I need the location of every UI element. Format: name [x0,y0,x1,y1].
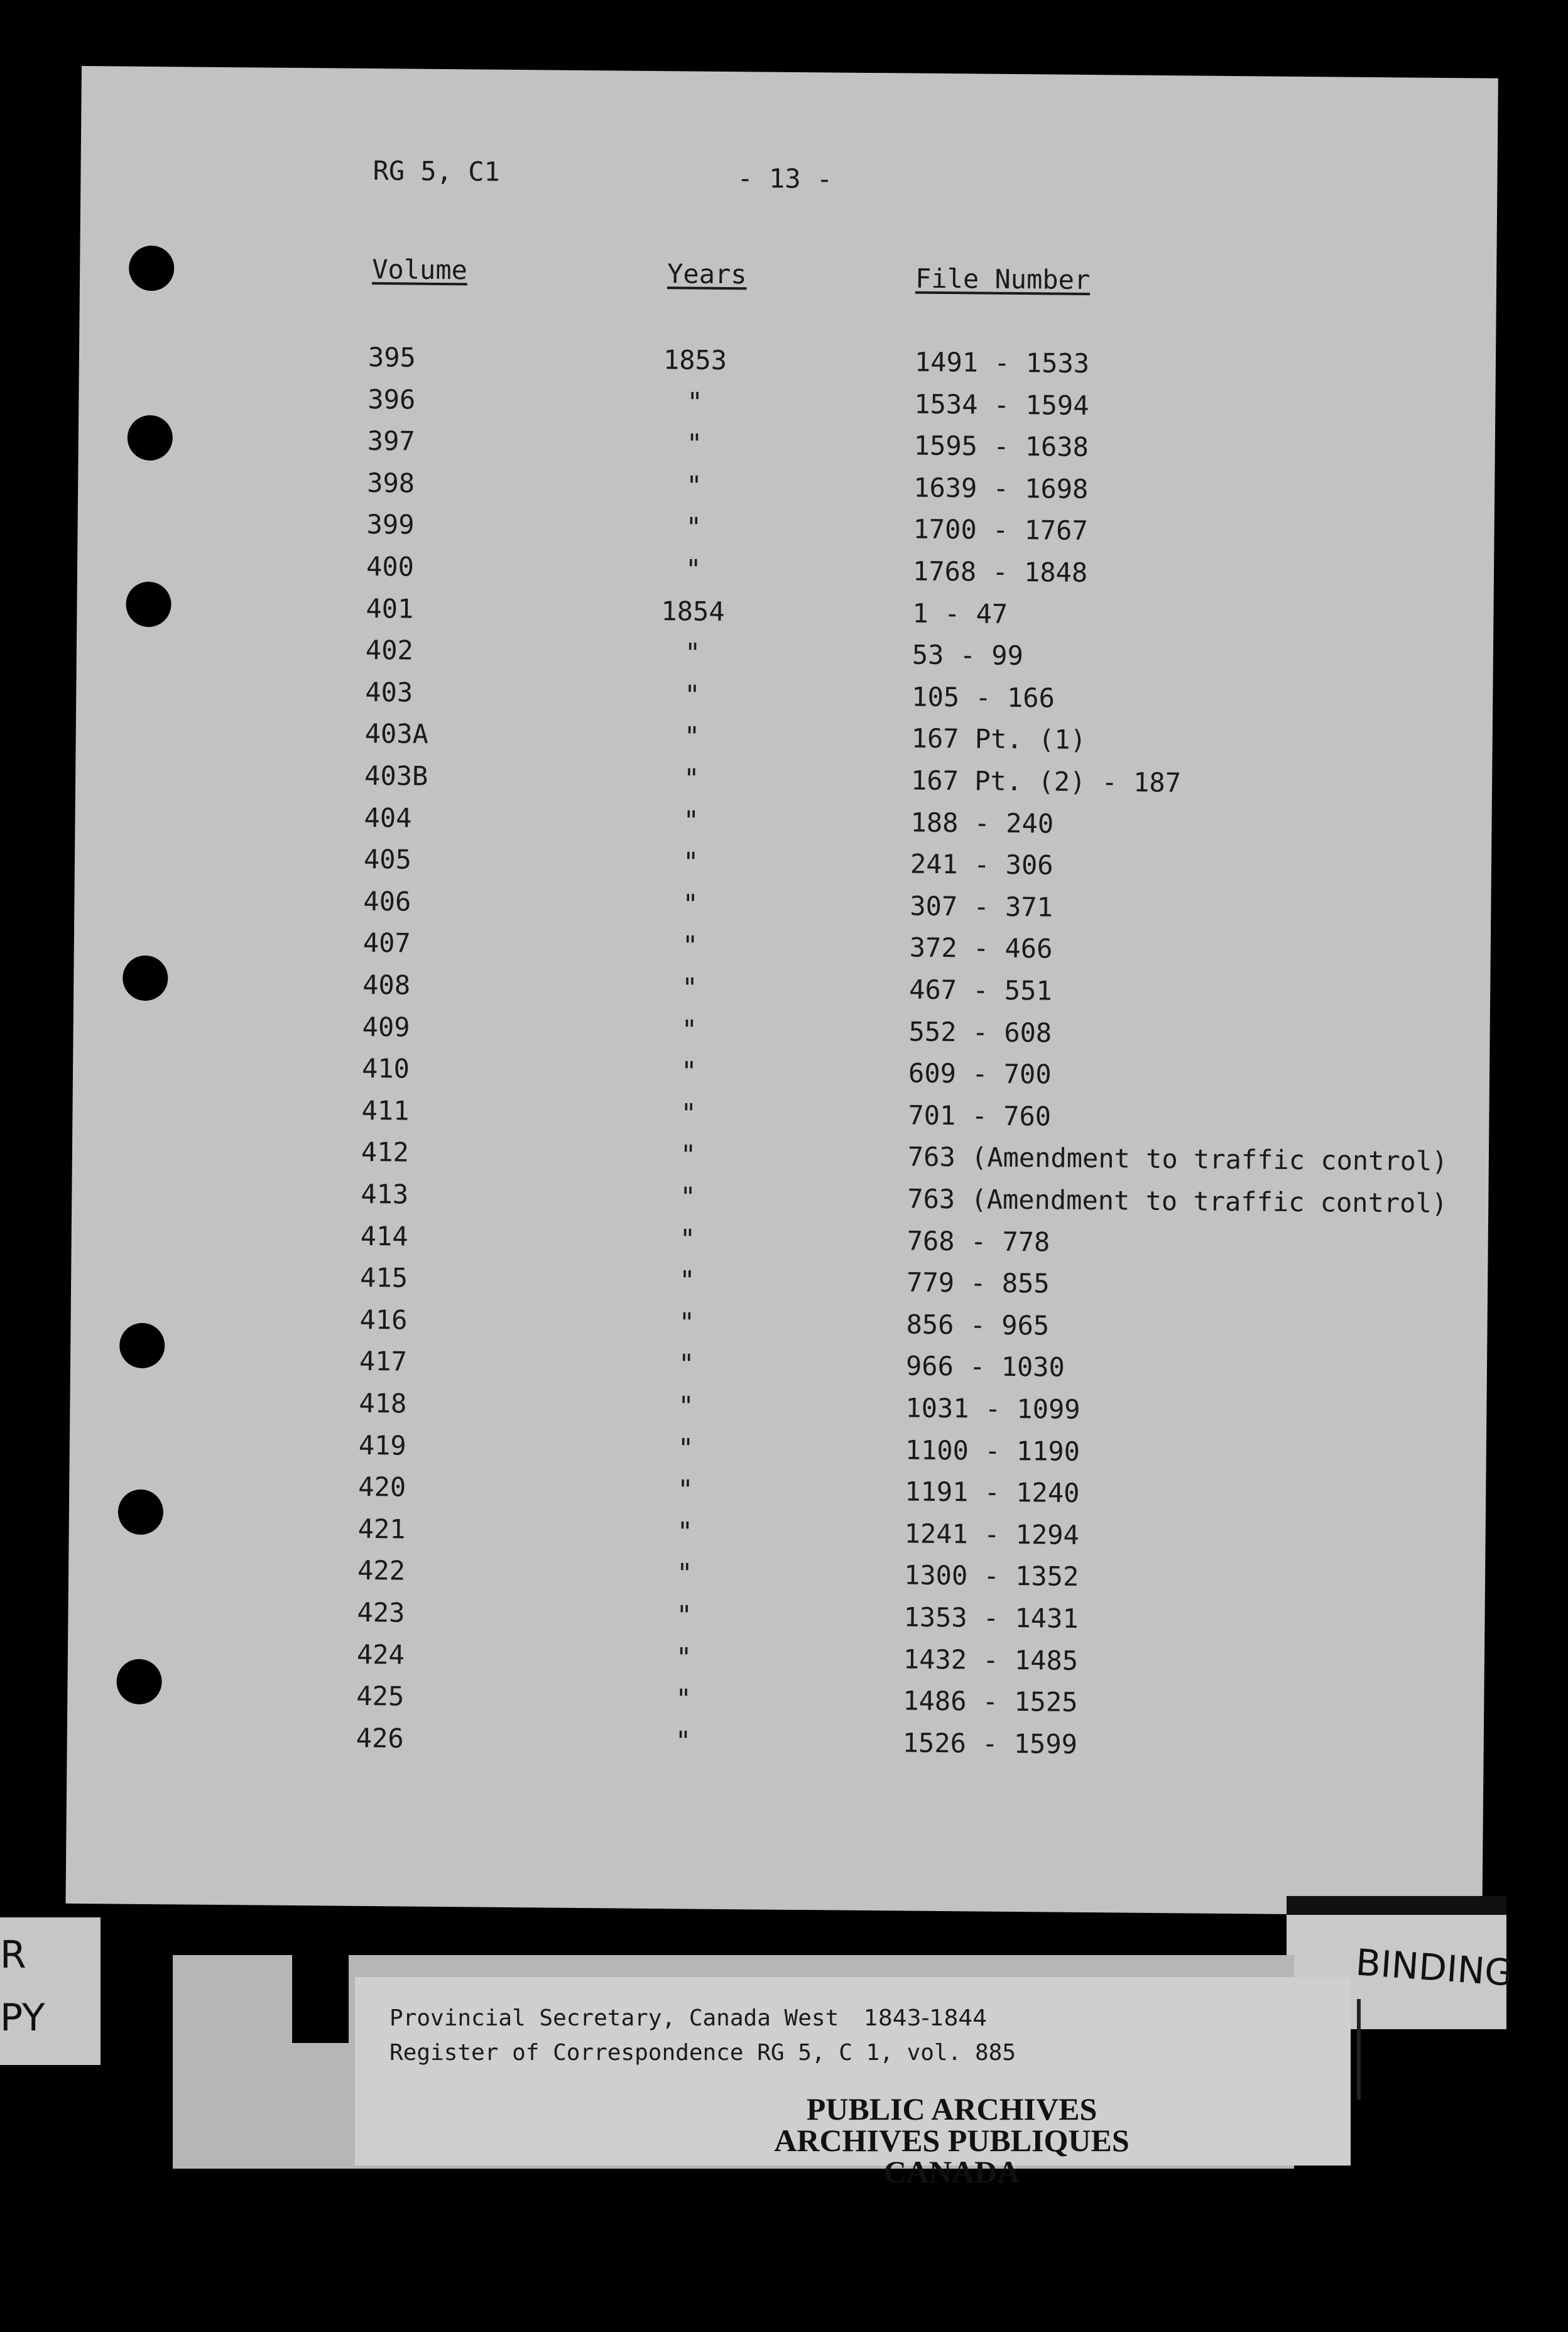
table-row [67,1678,1078,1719]
file-number-cell: 241 - 306 [910,848,1054,881]
volume-cell: 409 [362,1011,410,1043]
volume-cell: 421 [357,1513,406,1545]
archives-stamp [669,2093,1234,2188]
file-number-cell: 307 - 371 [910,890,1054,923]
years-cell: " [682,888,699,920]
years-cell: " [682,972,698,1003]
volume-cell: 403A [364,718,429,750]
years-cell: " [678,1390,694,1422]
volume-cell: 419 [358,1429,406,1461]
punch-hole [116,1659,162,1705]
file-number-cell: 1241 - 1294 [904,1518,1080,1550]
years-cell: " [685,470,702,501]
volume-cell: 395 [368,341,416,373]
punch-hole [129,246,175,292]
volume-cell: 411 [361,1094,410,1126]
years-cell: " [687,386,703,418]
table-row [70,1343,1065,1385]
years-cell: " [677,1474,694,1505]
file-number-cell: 167 Pt. (1) [911,722,1087,756]
years-cell: " [675,1683,692,1714]
volume-cell: 413 [361,1178,409,1210]
archive-label [173,1955,1294,2189]
table-row [69,1469,1080,1510]
volume-cell: 424 [356,1638,405,1670]
volume-cell: 403B [364,760,428,792]
page-number: - 13 - [737,163,833,195]
volume-cell: 408 [362,969,411,1001]
file-number-cell: 1486 - 1525 [903,1685,1078,1718]
years-cell: " [676,1599,693,1631]
volume-cell: 422 [357,1555,406,1586]
volume-cell: 412 [361,1136,410,1169]
label-card [355,1977,1351,2189]
volume-cell: 403 [365,676,413,708]
volume-cell: 423 [357,1596,405,1628]
years-cell: " [685,553,702,585]
years-cell: " [679,1223,696,1255]
volume-cell: 400 [366,550,415,582]
table-row [68,1552,1079,1594]
file-number-cell: 1534 - 1594 [914,388,1089,421]
file-number-cell: 1595 - 1638 [913,430,1089,463]
table-row [72,1092,1052,1134]
table-row [75,758,1182,799]
years-cell: " [675,1725,692,1757]
table-row [77,548,1088,590]
file-number-cell: 1768 - 1848 [912,555,1088,589]
file-number-cell: 552 - 608 [908,1016,1052,1049]
years-cell: 1853 [663,344,727,376]
volume-cell: 426 [356,1722,404,1754]
label-title: Provincial Secretary, Canada West [389,2005,839,2031]
table-row [72,1134,1448,1177]
file-number-cell: 1639 - 1698 [913,472,1089,504]
series-reference: RG 5, C1 [373,155,501,187]
table-row [78,465,1089,506]
years-cell: " [675,1641,692,1673]
label-register-line: Register of Correspondence RG 5, C 1, vol. 885 [389,2040,1016,2066]
table-row [71,1260,1050,1301]
years-cell: " [676,1557,693,1589]
file-number-cell: 188 - 240 [910,807,1054,839]
years-cell: 1854 [661,595,725,627]
file-number-cell: 856 - 965 [906,1309,1050,1341]
years-cell: " [683,804,700,836]
file-number-cell: 779 - 855 [906,1267,1050,1299]
table-row [77,506,1088,548]
file-number-cell: 763 (Amendment to traffic control) [907,1183,1448,1219]
years-cell: " [682,846,699,878]
file-number-cell: 105 - 166 [912,681,1055,714]
fragment-line: R [0,1933,26,1977]
label-title-line [389,2005,987,2031]
file-number-cell: 167 Pt. (2) - 187 [910,765,1182,798]
file-number-cell: 763 (Amendment to traffic control) [907,1141,1448,1177]
years-cell: " [685,511,702,543]
file-number-cell: 1191 - 1240 [905,1476,1080,1509]
volume-cell: 397 [367,425,415,457]
years-cell: " [677,1516,694,1547]
volume-cell: 406 [363,885,411,917]
table-row [70,1302,1050,1343]
volume-cell: 410 [361,1053,410,1084]
years-cell: " [683,721,700,753]
volume-cell: 418 [359,1387,407,1419]
punch-hole [126,582,172,628]
file-number-cell: 1 - 47 [912,597,1008,629]
table-row [74,883,1054,925]
volume-cell: 407 [362,927,411,959]
table-row [73,1050,1052,1092]
file-number-cell: 1300 - 1352 [903,1559,1079,1593]
punch-hole [118,1490,164,1535]
file-number-cell: 1031 - 1099 [905,1392,1081,1425]
table-row [76,674,1055,716]
binding-note-text: BINDING [1354,1941,1515,1995]
file-number-cell: 1526 - 1599 [902,1727,1078,1760]
years-cell: " [678,1265,695,1296]
column-header-years: Years [667,258,747,290]
file-number-cell: 1100 - 1190 [905,1434,1081,1467]
volume-cell: 420 [358,1471,406,1503]
table-row [71,1218,1050,1260]
years-cell: " [683,763,700,794]
stamp-line: PUBLIC ARCHIVES [806,2091,1097,2127]
file-number-cell: 609 - 700 [908,1057,1052,1090]
volume-cell: 405 [363,844,412,875]
file-number-cell: 966 - 1030 [905,1350,1065,1383]
volume-cell: 401 [366,592,414,624]
table-row [68,1511,1080,1552]
years-cell: " [680,1181,696,1212]
file-number-cell: 1353 - 1431 [903,1601,1079,1634]
fragment-line: PY [0,1996,45,2040]
stamp-line: ARCHIVES PUBLIQUES [774,2123,1130,2158]
file-number-cell: 1432 - 1485 [903,1643,1079,1676]
volume-cell: 402 [365,635,413,666]
volume-cell: 399 [366,509,415,541]
file-number-cell: 372 - 466 [909,932,1053,964]
file-number-cell: 768 - 778 [906,1225,1050,1258]
years-cell: " [684,679,700,711]
table-row [78,423,1089,464]
volume-cell: 417 [359,1346,408,1377]
volume-cell: 404 [364,802,412,834]
volume-cell: 415 [359,1262,408,1294]
years-cell: " [684,637,701,668]
label-years: 1843-1844 [863,2005,988,2031]
years-cell: " [682,930,699,962]
volume-cell: 425 [356,1681,405,1712]
table-row [73,1009,1052,1050]
file-number-cell: 1700 - 1767 [913,513,1088,547]
column-header-volume: Volume [371,254,468,286]
years-cell: " [686,428,703,459]
years-cell: " [680,1055,697,1087]
document-page [65,66,1498,1916]
years-cell: " [677,1432,694,1464]
file-number-cell: 467 - 551 [909,974,1053,1006]
volume-cell: 398 [367,467,415,499]
stamp-line: CANADA [883,2154,1020,2189]
volume-cell: 396 [368,383,416,415]
volume-cell: 414 [360,1220,408,1252]
punch-hole [122,956,168,1001]
file-number-cell: 1491 - 1533 [914,346,1090,379]
years-cell: " [681,1013,698,1045]
table-row [75,716,1087,757]
file-number-cell: 701 - 760 [908,1099,1052,1132]
years-cell: " [678,1307,695,1338]
punch-hole [128,415,173,461]
years-cell: " [678,1348,695,1380]
years-cell: " [680,1098,697,1129]
punch-hole [119,1323,165,1369]
table-row [79,339,1090,381]
years-cell: " [680,1139,697,1170]
file-number-cell: 53 - 99 [912,639,1024,672]
volume-cell: 416 [359,1304,408,1336]
column-header-file-number: File Number [915,263,1091,296]
left-paper-fragment [0,1917,101,2065]
